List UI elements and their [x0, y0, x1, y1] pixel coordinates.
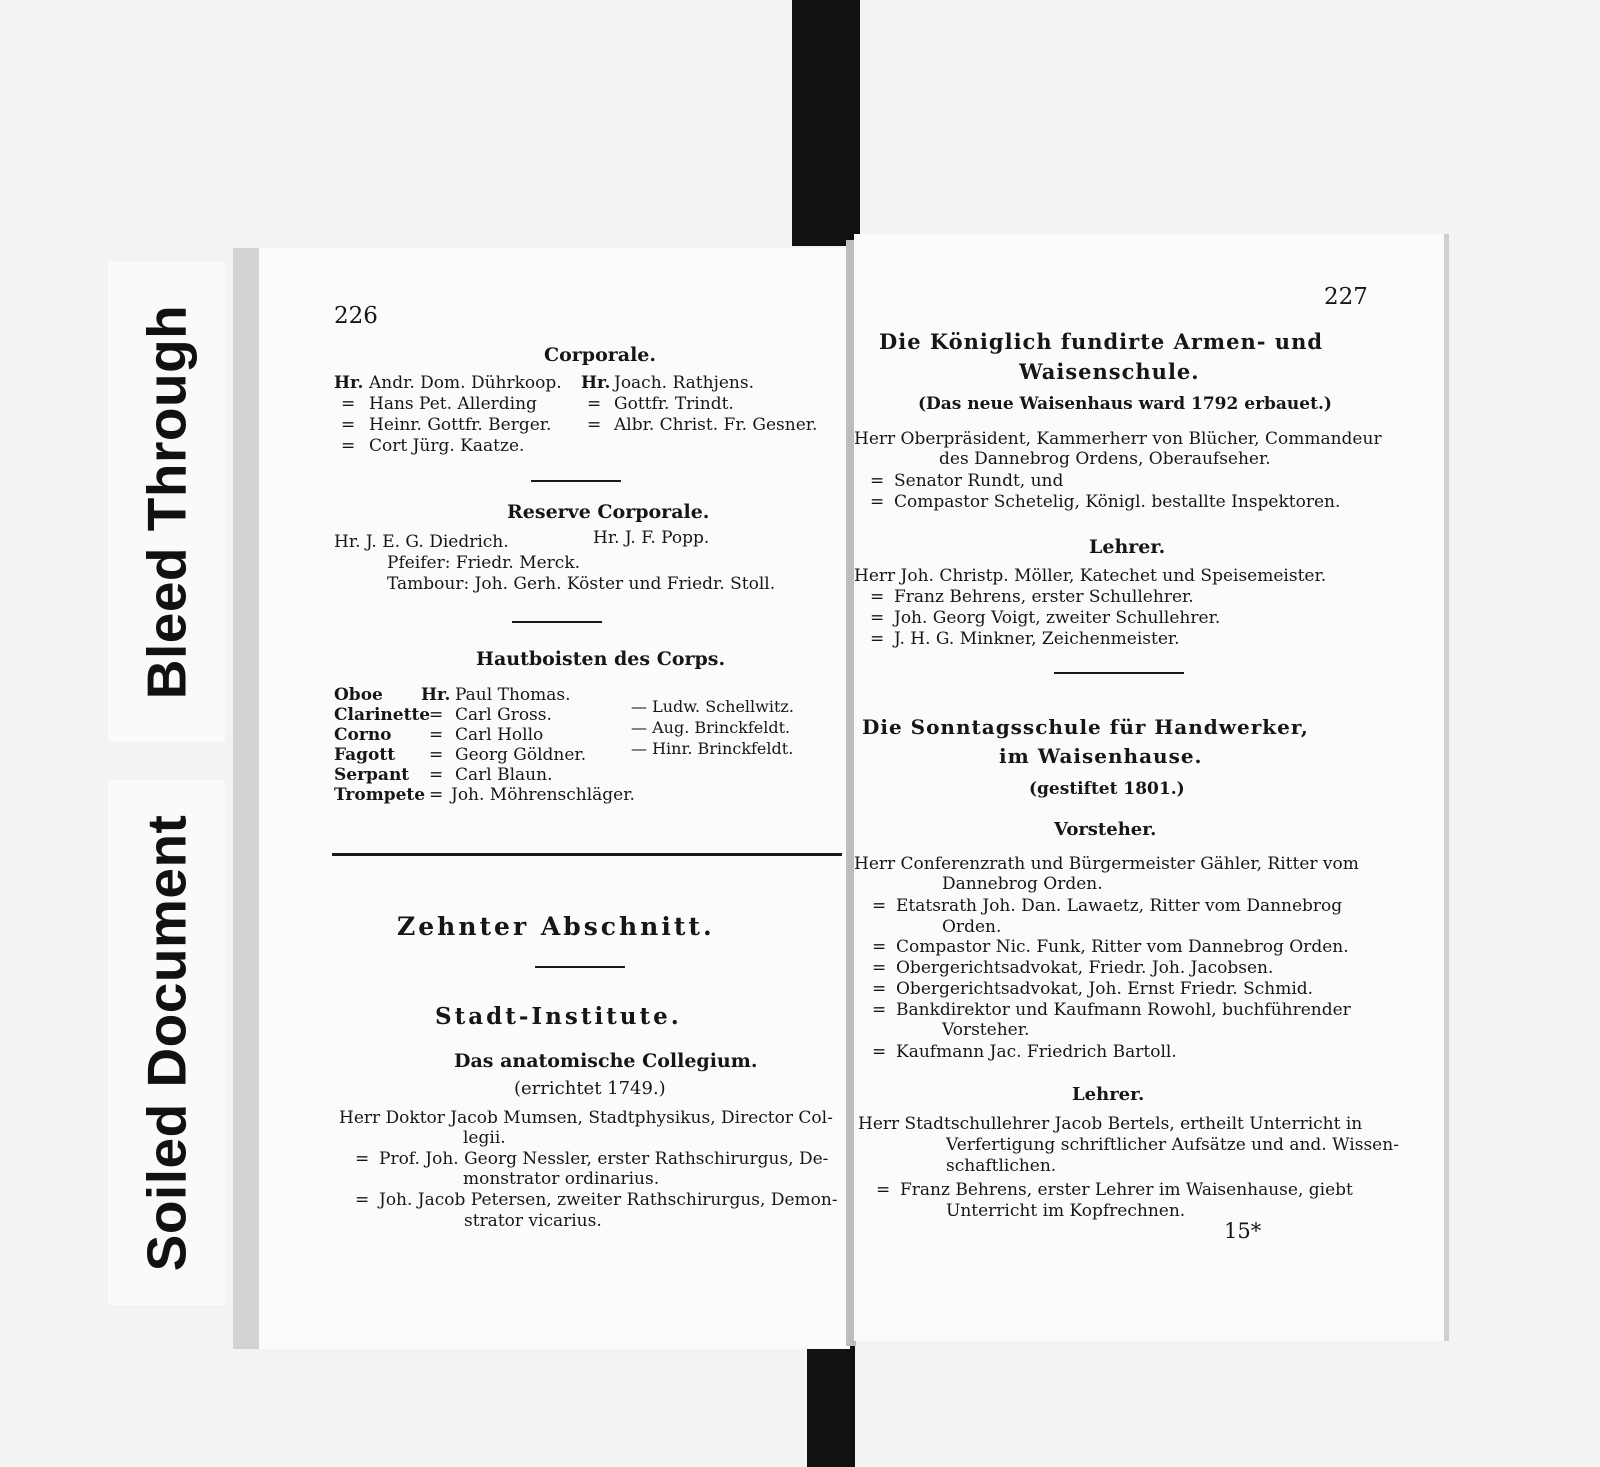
table-cell: =: [429, 785, 444, 805]
text-line: Franz Behrens, erster Lehrer im Waisenhause, giebt: [900, 1180, 1353, 1200]
table-cell: Serpant: [334, 765, 410, 785]
list-item: Albr. Christ. Fr. Gesner.: [614, 415, 818, 435]
text-line: strator vicarius.: [464, 1211, 602, 1231]
text-line: Franz Behrens, erster Schullehrer.: [894, 587, 1194, 607]
text-line: Compastor Schetelig, Königl. bestallte Inspektoren.: [894, 492, 1341, 512]
signature-mark: 15*: [1224, 1219, 1262, 1243]
section-title: Waisenschule.: [1019, 359, 1200, 384]
table-cell: Carl Hollo: [455, 725, 544, 745]
text-line: Unterricht im Kopfrechnen.: [946, 1201, 1186, 1221]
table-cell: Carl Gross.: [455, 705, 552, 725]
section-heading: Zehnter Abschnitt.: [397, 912, 715, 941]
ditto-mark: =: [872, 937, 887, 957]
section-title: Die Königlich fundirte Armen- und: [879, 329, 1324, 354]
ditto-mark: =: [872, 1000, 887, 1020]
ditto-mark: =: [870, 629, 885, 649]
table-cell: =: [429, 765, 444, 785]
table-cell: Hr.: [421, 685, 451, 705]
text-line: Compastor Nic. Funk, Ritter vom Dannebrog Orden.: [896, 937, 1349, 957]
ditto-mark: =: [870, 492, 885, 512]
text-line: Orden.: [942, 917, 1002, 937]
table-cell: =: [429, 705, 444, 725]
section-title: Die Sonntagsschule für Handwerker,: [862, 715, 1309, 739]
page-number: 226: [334, 303, 378, 329]
table-cell: Clarinette: [334, 705, 431, 725]
table-cell: — Hinr. Brinckfeldt.: [631, 739, 794, 758]
table-cell: Joh. Möhrenschläger.: [451, 785, 635, 805]
text-line: Vorsteher.: [942, 1020, 1030, 1040]
table-cell: =: [429, 725, 444, 745]
vorsteher-heading: Vorsteher.: [1054, 819, 1157, 840]
separator-rule: [512, 621, 602, 623]
text-line: schaftlichen.: [946, 1156, 1057, 1176]
ditto-mark: =: [872, 958, 887, 978]
ditto-mark: =: [341, 415, 356, 435]
text-line: Obergerichtsadvokat, Joh. Ernst Friedr. Schmid.: [896, 979, 1314, 999]
text-line: Verfertigung schriftlicher Aufsätze und and. Wissen-: [946, 1135, 1399, 1155]
ditto-mark: =: [587, 415, 602, 435]
text-line: Joh. Jacob Petersen, zweiter Rathschirurgus, Demon-: [379, 1190, 838, 1210]
ditto-mark: =: [355, 1190, 370, 1210]
lehrer-heading: Lehrer.: [1072, 1084, 1145, 1105]
list-item: Andr. Dom. Dührkoop.: [369, 373, 562, 393]
table-cell: Corno: [334, 725, 392, 745]
text-line: J. H. G. Minkner, Zeichenmeister.: [894, 629, 1180, 649]
ditto-mark: =: [355, 1149, 370, 1169]
separator-rule: [535, 966, 625, 968]
list-item: Hans Pet. Allerding: [369, 394, 537, 414]
hautboisten-heading: Hautboisten des Corps.: [476, 648, 726, 670]
lehrer-heading: Lehrer.: [1089, 536, 1166, 558]
list-item: Pfeifer: Friedr. Merck.: [387, 553, 581, 573]
reserve-heading: Reserve Corporale.: [507, 501, 710, 523]
text-line: Etatsrath Joh. Dan. Lawaetz, Ritter vom Dannebrog: [896, 896, 1343, 916]
ditto-mark: =: [341, 394, 356, 414]
page-number: 227: [1324, 284, 1368, 310]
text-line: Herr Conferenzrath und Bürgermeister Gähler, Ritter vom: [854, 854, 1359, 874]
separator-rule: [531, 480, 621, 482]
list-item: Tambour: Joh. Gerh. Köster und Friedr. Stoll.: [387, 574, 776, 594]
ditto-mark: =: [870, 587, 885, 607]
corporale-heading: Corporale.: [544, 344, 657, 366]
section-subtitle: (gestiftet 1801.): [1029, 779, 1185, 799]
left-page: [233, 248, 850, 1349]
list-item: Gottfr. Trindt.: [614, 394, 734, 414]
binding-strip-top: [792, 0, 860, 246]
ditto-mark: =: [341, 436, 356, 456]
text-line: Herr Joh. Christp. Möller, Katechet und Speisemeister.: [854, 566, 1327, 586]
text-line: Senator Rundt, und: [894, 471, 1064, 491]
bleed-through-tag: Bleed Through: [108, 262, 225, 742]
institute-title: Das anatomische Collegium.: [454, 1050, 758, 1072]
ditto-mark: =: [870, 471, 885, 491]
table-cell: — Aug. Brinckfeldt.: [631, 718, 791, 737]
ditto-mark: =: [876, 1180, 891, 1200]
ditto-mark: =: [587, 394, 602, 414]
table-cell: =: [429, 745, 444, 765]
section-title: im Waisenhause.: [999, 744, 1203, 768]
hr-prefix: Hr.: [334, 373, 364, 393]
table-cell: Fagott: [334, 745, 396, 765]
institute-founded: (errichtet 1749.): [514, 1078, 666, 1099]
text-line: monstrator ordinarius.: [463, 1169, 660, 1189]
table-cell: Paul Thomas.: [455, 685, 571, 705]
ditto-mark: =: [872, 1042, 887, 1062]
table-cell: Georg Göldner.: [455, 745, 587, 765]
subsection-heading: Stadt-Institute.: [435, 1003, 682, 1030]
text-line: Bankdirektor und Kaufmann Rowohl, buchführender: [896, 1000, 1351, 1020]
table-cell: — Ludw. Schellwitz.: [631, 697, 794, 716]
table-cell: Oboe: [334, 685, 383, 705]
list-item: Hr. J. F. Popp.: [593, 528, 710, 548]
text-line: Herr Oberpräsident, Kammerherr von Blücher, Commandeur: [854, 429, 1382, 449]
section-subtitle: (Das neue Waisenhaus ward 1792 erbauet.): [918, 394, 1332, 414]
soiled-document-tag: Soiled Document: [108, 780, 225, 1305]
list-item: Joach. Rathjens.: [614, 373, 754, 393]
separator-rule: [1054, 672, 1184, 674]
right-page: [854, 234, 1449, 1341]
text-line: Joh. Georg Voigt, zweiter Schullehrer.: [894, 608, 1221, 628]
text-line: des Dannebrog Ordens, Oberaufseher.: [939, 449, 1271, 469]
list-item: Hr. J. E. G. Diedrich.: [334, 532, 509, 552]
section-rule: [332, 853, 842, 856]
ditto-mark: =: [870, 608, 885, 628]
ditto-mark: =: [872, 979, 887, 999]
text-line: Dannebrog Orden.: [942, 874, 1103, 894]
text-line: Kaufmann Jac. Friedrich Bartoll.: [896, 1042, 1177, 1062]
hr-prefix: Hr.: [581, 373, 611, 393]
binding-strip-bottom: [807, 1336, 855, 1467]
ditto-mark: =: [872, 896, 887, 916]
list-item: Cort Jürg. Kaatze.: [369, 436, 525, 456]
list-item: Heinr. Gottfr. Berger.: [369, 415, 552, 435]
text-line: legii.: [463, 1128, 506, 1148]
text-line: Obergerichtsadvokat, Friedr. Joh. Jacobsen.: [896, 958, 1274, 978]
text-line: Herr Doktor Jacob Mumsen, Stadtphysikus, Director Col-: [339, 1108, 833, 1128]
table-cell: Carl Blaun.: [455, 765, 553, 785]
text-line: Herr Stadtschullehrer Jacob Bertels, ertheilt Unterricht in: [858, 1114, 1363, 1134]
table-cell: Trompete: [334, 785, 426, 805]
text-line: Prof. Joh. Georg Nessler, erster Rathschirurgus, De-: [379, 1149, 829, 1169]
